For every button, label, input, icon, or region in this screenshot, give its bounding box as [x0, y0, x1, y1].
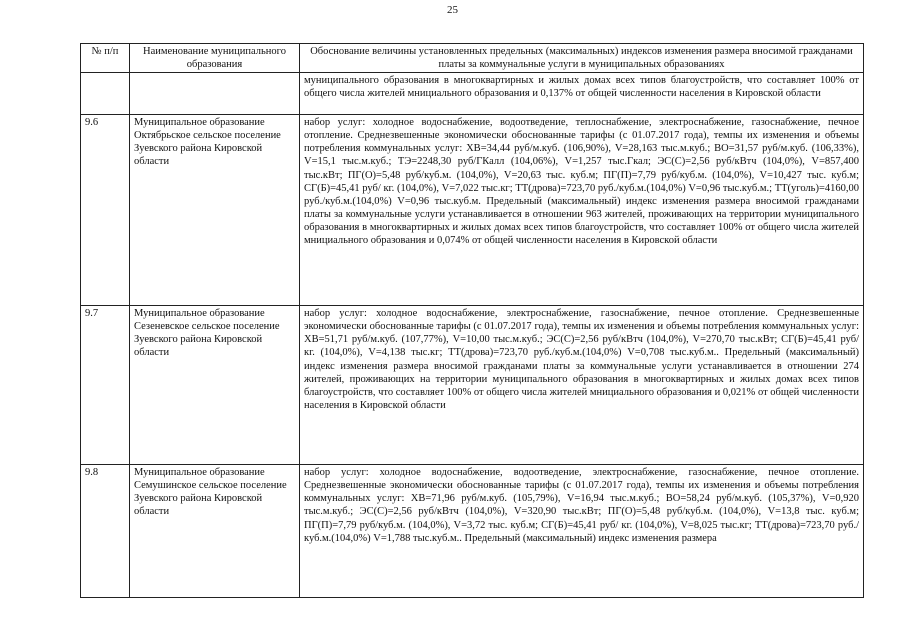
row-num — [81, 73, 130, 115]
row-municipality-name: Муниципальное образование Семушинское сельское поселение Зуевского района Кировской области — [130, 465, 300, 598]
page-number: 25 — [447, 4, 458, 16]
row-num: 9.6 — [81, 115, 130, 306]
row-justification-text: набор услуг: холодное водоснабжение, водоотведение, электроснабжение, газоснабжение, печное отопление. Среднезвешенные экономически обоснованные тарифы (с 01.07.2017 года), темпы их изменения и объемы потребления коммунальных услуг: ХВ=71,96 руб/м.куб. (105,79%), V=16,94 тыс.м.куб.; ВО=58,24 руб/м.куб. (105,37%), V=0,920 тыс.м.куб.; ЭС(С)=2,56 руб/кВтч (104,0%), V=320,90 тыс.кВт; ПГ(О)=5,48 руб/куб.м. (104,0%), V=13,8 тыс. куб.м; ПГ(П)=7,79 руб/куб.м. (104,0%), V=3,72 тыс. куб.м; СГ(Б)=45,41 руб/ кг. (104,0%), V=8,025 тыс.кг; ТТ(дрова)=723,70 руб./куб.м.(104,0%) V=1,788 тыс.куб.м.. Предельный (максимальный) индекс изменения размера — [300, 465, 864, 598]
row-municipality-name — [130, 73, 300, 115]
row-municipality-name: Муниципальное образование Октябрьское сельское поселение Зуевского района Кировской области — [130, 115, 300, 306]
row-justification-text: набор услуг: холодное водоснабжение, электроснабжение, газоснабжение, печное отопление. Среднезвешенные экономически обоснованные тарифы (с 01.07.2017 года), темпы их изменения и объемы потребления коммунальных услуг: ХВ=51,71 руб/м.куб. (107,77%), V=10,00 тыс.м.куб.; ЭС(С)=2,56 руб/кВтч (104,0%), V=270,70 тыс.кВт; СГ(Б)=45,41 руб/ кг. (104,0%), V=4,138 тыс.кг; ТТ(дрова)=723,70 руб./куб.м.(104,0%) V=0,708 тыс.куб.м.. Предельный (максимальный) индекс изменения размера вносимой гражданами платы за коммунальные услуги устанавливается в отношении 274 жителей, проживающих на территории муниципального образования в многоквартирных и жилых домах всех типов благоустройств, что составляет 100% от общего числа жителей мнициального образования и 0,021% от общей численности населения в Кировской области — [300, 306, 864, 465]
header-municipality-name: Наименование муниципального образования — [130, 44, 300, 73]
table-row-9-8 — [81, 465, 864, 598]
table-row-9-6 — [81, 115, 864, 306]
row-municipality-name: Муниципальное образование Сезеневское сельское поселение Зуевского района Кировской области — [130, 306, 300, 465]
row-justification-text: набор услуг: холодное водоснабжение, водоотведение, теплоснабжение, электроснабжение, газоснабжение, печное отопление. Среднезвешенные экономически обоснованные тарифы (с 01.07.2017 года), темпы их изменения и объемы потребления коммунальных услуг: ХВ=34,44 руб/м.куб. (106,90%), V=28,163 тыс.м.куб.; ВО=31,57 руб/м.куб. (106,33%), V=15,1 тыс.м.куб.; ТЭ=2248,30 руб/ГКалл (104,06%), V=1,257 тыс.Гкал; ЭС(С)=2,56 руб/кВтч (104,0%), V=857,400 тыс.кВт; ПГ(О)=5,48 руб/куб.м. (104,0%), V=20,63 тыс. куб.м; ПГ(П)=7,79 руб/куб.м. (104,0%), V=10,427 тыс. куб.м; СГ(Б)=45,41 руб/ кг. (104,0%), V=7,022 тыс.кг; ТТ(дрова)=723,70 руб./куб.м.(104,0%) V=0,96 тыс.куб.м.; ТТ(уголь)=4160,00 руб./куб.м.(104,0%) V=0,96 тыс.куб.м. Предельный (максимальный) индекс изменения размера вносимой гражданами платы за коммунальные услуги устанавливается в отношении 963 жителей, проживающих на территории муниципального образования в многоквартирных и жилых домах всех типов благоустройств, что составляет 100% от общего числа жителей мнициального образования и 0,074% от общей численности населения в Кировской области — [300, 115, 864, 306]
table-row-9-7 — [81, 306, 864, 465]
table-header-row — [81, 44, 864, 73]
header-justification: Обоснование величины установленных предельных (максимальных) индексов изменения размера вносимой гражданами платы за коммунальные услуги в муниципальных образованиях — [300, 44, 864, 73]
row-justification-text: муниципального образования в многоквартирных и жилых домах всех типов благоустройств, что составляет 100% от общего числа жителей мнициального образования и 0,137% от общей численности населения в Кировской области — [300, 73, 864, 115]
tariff-index-table — [80, 43, 864, 598]
row-num: 9.8 — [81, 465, 130, 598]
row-num: 9.7 — [81, 306, 130, 465]
header-num: № п/п — [81, 44, 130, 73]
table-row-continuation — [81, 73, 864, 115]
